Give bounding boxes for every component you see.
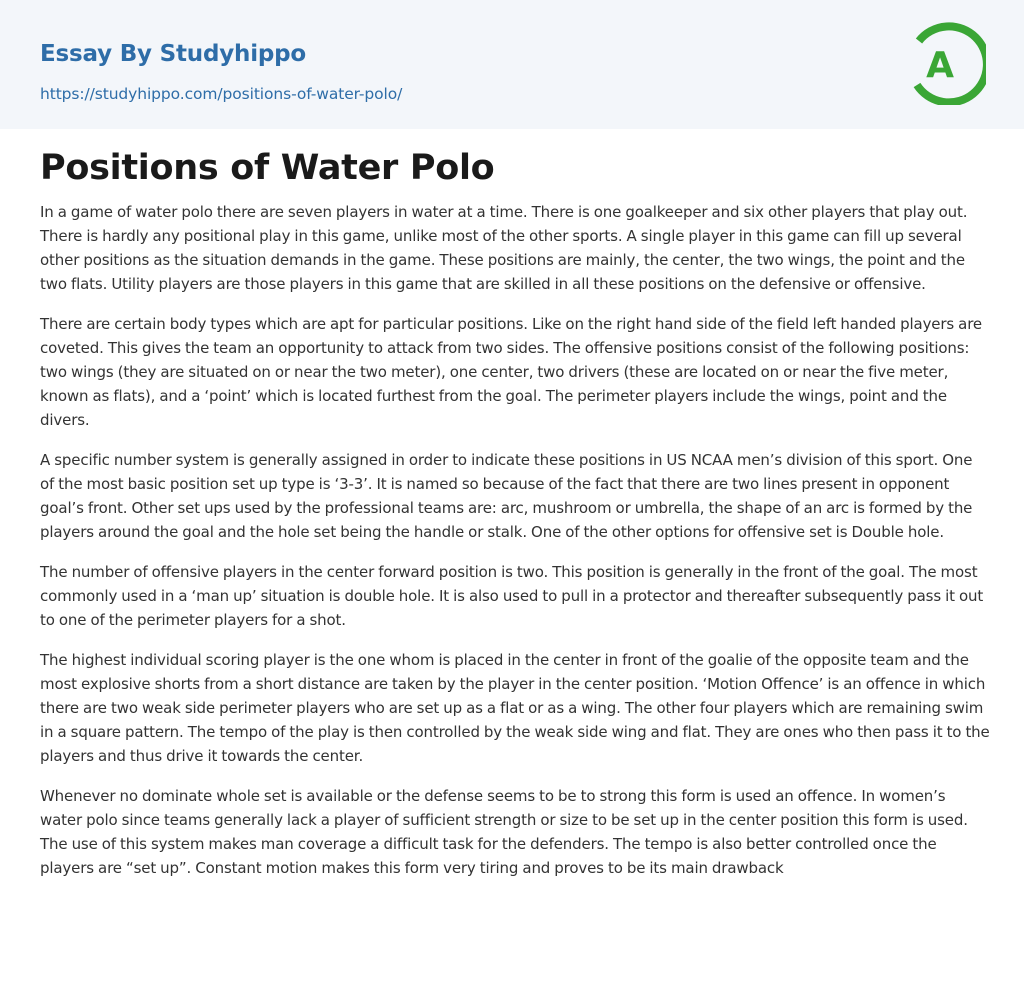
article-paragraph: A specific number system is generally assigned in order to indicate these positions in US NCAA men’s division of this sport. One of the most basic position set up type is ‘3-3’. It is named so because of the fact that there are two lines present in opponent goal’s front. Other set ups used by the professional teams are: arc, mushroom or umbrella, the shape of an arc is formed by the players around the goal and the hole set being the handle or stalk. One of the other options for offensive set is Double hole. [40,451,973,541]
article-paragraph: The highest individual scoring player is the one whom is placed in the center in front of the goalie of the opposite team and the most explosive shorts from a short distance are taken by the player in the center position. ‘Motion Offence’ is an offence in which there are two weak side perimeter players who are set up as a flat or as a wing. The other four players which are remaining swim in a square pattern. The tempo of the play is then controlled by the weak side wing and flat. They are ones who then pass it to the players and thus drive it towards the center. [40,651,990,765]
page-title: Positions of Water Polo [40,148,495,188]
site-header [0,0,1024,129]
essay-url-link[interactable]: https://studyhippo.com/positions-of-water-polo/ [40,85,403,103]
main-content [0,129,1024,880]
logo-letter: A [926,45,954,86]
article-body [40,200,990,880]
article-paragraph: The number of offensive players in the center forward position is two. This position is generally in the front of the goal. The most commonly used in a ‘man up’ situation is double hole. It is also used to pull in a protector and thereafter subsequently pass it out to one of the perimeter players for a shot. [40,563,984,629]
site-title[interactable]: Essay By Studyhippo [40,41,307,67]
article-paragraph: There are certain body types which are apt for particular positions. Like on the right hand side of the field left handed players are coveted. This gives the team an opportunity to attack from two sides. The offensive positions consist of the following positions: two wings (they are situated on or near the two meter), one center, two drivers (these are located on or near the five meter, known as flats), and a ‘point’ which is located furthest from the goal. The perimeter players include the wings, point and the divers. [40,315,982,429]
article-paragraph: Whenever no dominate whole set is available or the defense seems to be to strong this form is used an offence. In women’s water polo since teams generally lack a player of sufficient strength or size to be set up in the center position this form is used. The use of this system makes man coverage a difficult task for the defenders. The tempo is also better controlled once the players are “set up”. Constant motion makes this form very tiring and proves to be its main drawback [40,787,968,877]
article-paragraph: In a game of water polo there are seven players in water at a time. There is one goalkeeper and six other players that play out. There is hardly any positional play in this game, unlike most of the other sports. A single player in this game can fill up several other positions as the situation demands in the game. These positions are mainly, the center, the two wings, the point and the two flats. Utility players are those players in this game that are skilled in all these positions on the defensive or offensive. [40,203,968,293]
studyhippo-a-logo-icon[interactable] [912,19,986,105]
